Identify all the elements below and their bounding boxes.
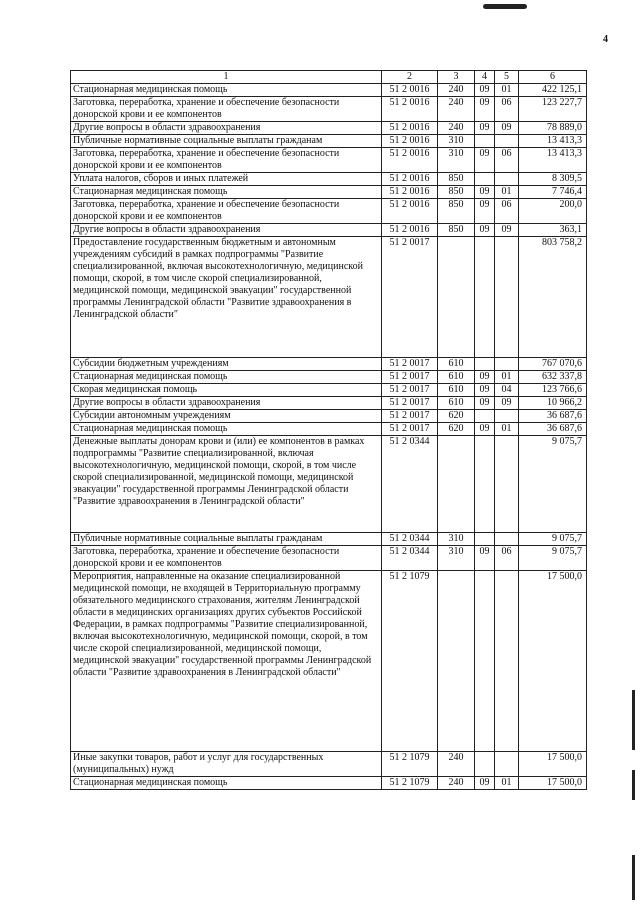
cell-sum: 422 125,1	[519, 84, 587, 97]
cell-pr	[495, 135, 519, 148]
table-row	[71, 84, 587, 97]
header-cell: 3	[438, 71, 475, 84]
cell-sum: 8 309,5	[519, 173, 587, 186]
cell-code: 51 2 0344	[382, 436, 438, 533]
cell-vr: 310	[438, 546, 475, 571]
cell-name: Заготовка, переработка, хранение и обеспечение безопасности донорской крови и ее компонентов	[71, 97, 382, 122]
cell-vr: 240	[438, 752, 475, 777]
cell-name: Стационарная медицинская помощь	[71, 423, 382, 436]
cell-pr: 01	[495, 84, 519, 97]
cell-vr	[438, 237, 475, 358]
cell-code: 51 2 0016	[382, 186, 438, 199]
cell-pr: 06	[495, 148, 519, 173]
cell-sum: 36 687,6	[519, 423, 587, 436]
cell-rz: 09	[475, 777, 495, 790]
cell-sum: 123 766,6	[519, 384, 587, 397]
cell-code: 51 2 0017	[382, 384, 438, 397]
table-row	[71, 546, 587, 571]
cell-vr	[438, 436, 475, 533]
cell-pr: 09	[495, 224, 519, 237]
table-row	[71, 752, 587, 777]
table-row	[71, 135, 587, 148]
cell-name: Публичные нормативные социальные выплаты гражданам	[71, 533, 382, 546]
header-cell: 6	[519, 71, 587, 84]
cell-code: 51 2 1079	[382, 752, 438, 777]
cell-code: 51 2 0017	[382, 423, 438, 436]
cell-pr: 09	[495, 122, 519, 135]
cell-vr: 610	[438, 358, 475, 371]
table-row	[71, 436, 587, 533]
header-cell: 2	[382, 71, 438, 84]
cell-name: Стационарная медицинская помощь	[71, 777, 382, 790]
cell-name: Другие вопросы в области здравоохранения	[71, 122, 382, 135]
table-row	[71, 384, 587, 397]
cell-vr: 850	[438, 224, 475, 237]
cell-pr: 06	[495, 97, 519, 122]
cell-name: Денежные выплаты донорам крови и (или) ее компонентов в рамках подпрограммы "Развитие специализированной, включая высокотехнологичную, медицинской помощи, скорой, в том числе скорой специализированной, медицинской помощи, медицинской эвакуации" государственной программы Ленинградской области "Развитие здравоохранения в Ленинградской области"	[71, 436, 382, 533]
table-row	[71, 533, 587, 546]
cell-pr: 01	[495, 186, 519, 199]
cell-rz	[475, 436, 495, 533]
cell-sum: 17 500,0	[519, 777, 587, 790]
cell-sum: 17 500,0	[519, 752, 587, 777]
cell-vr: 610	[438, 397, 475, 410]
cell-vr: 620	[438, 410, 475, 423]
cell-rz: 09	[475, 397, 495, 410]
cell-name: Стационарная медицинская помощь	[71, 84, 382, 97]
cell-vr: 850	[438, 199, 475, 224]
cell-pr	[495, 237, 519, 358]
page-number: 4	[603, 34, 608, 45]
table-row	[71, 97, 587, 122]
cell-sum: 123 227,7	[519, 97, 587, 122]
table-row	[71, 358, 587, 371]
cell-vr: 310	[438, 148, 475, 173]
table-row	[71, 186, 587, 199]
header-cell: 4	[475, 71, 495, 84]
table-row	[71, 122, 587, 135]
cell-rz	[475, 533, 495, 546]
cell-name: Стационарная медицинская помощь	[71, 371, 382, 384]
table-row	[71, 410, 587, 423]
table-row	[71, 237, 587, 358]
cell-sum: 78 889,0	[519, 122, 587, 135]
cell-vr: 850	[438, 173, 475, 186]
cell-code: 51 2 0017	[382, 410, 438, 423]
cell-rz: 09	[475, 186, 495, 199]
cell-sum: 363,1	[519, 224, 587, 237]
cell-rz	[475, 410, 495, 423]
cell-pr: 04	[495, 384, 519, 397]
cell-sum: 9 075,7	[519, 533, 587, 546]
cell-rz: 09	[475, 371, 495, 384]
cell-sum: 13 413,3	[519, 148, 587, 173]
cell-name: Субсидии бюджетным учреждениям	[71, 358, 382, 371]
cell-pr: 06	[495, 546, 519, 571]
cell-vr: 240	[438, 84, 475, 97]
cell-vr: 240	[438, 122, 475, 135]
cell-rz: 09	[475, 148, 495, 173]
table-header-row	[71, 71, 587, 84]
cell-vr: 610	[438, 371, 475, 384]
cell-rz: 09	[475, 224, 495, 237]
table-row	[71, 173, 587, 186]
margin-rule	[632, 690, 635, 750]
table-row	[71, 423, 587, 436]
cell-sum: 632 337,8	[519, 371, 587, 384]
cell-sum: 36 687,6	[519, 410, 587, 423]
cell-code: 51 2 0017	[382, 237, 438, 358]
cell-name: Субсидии автономным учреждениям	[71, 410, 382, 423]
cell-name: Публичные нормативные социальные выплаты гражданам	[71, 135, 382, 148]
cell-vr: 240	[438, 777, 475, 790]
cell-name: Мероприятия, направленные на оказание специализированной медицинской помощи, не входящей в Территориальную программу обязательного медицинского страхования, жителям Ленинградской области в медицинских организациях других субъектов Российской Федерации, в рамках подпрограммы "Развитие специализированной, включая высокотехнологичную, медицинской помощи, скорой, в том числе скорой специализированной, медицинской помощи, медицинской эвакуации" государственной программы Ленинградской области "Развитие здравоохранения в Ленинградской области"	[71, 571, 382, 752]
cell-code: 51 2 0344	[382, 533, 438, 546]
budget-table	[70, 70, 587, 790]
cell-vr: 620	[438, 423, 475, 436]
cell-sum: 9 075,7	[519, 546, 587, 571]
cell-rz	[475, 237, 495, 358]
cell-rz: 09	[475, 384, 495, 397]
cell-pr: 01	[495, 371, 519, 384]
cell-name: Стационарная медицинская помощь	[71, 186, 382, 199]
cell-name: Скорая медицинская помощь	[71, 384, 382, 397]
cell-sum: 13 413,3	[519, 135, 587, 148]
cell-name: Заготовка, переработка, хранение и обеспечение безопасности донорской крови и ее компонентов	[71, 199, 382, 224]
cell-code: 51 2 0016	[382, 122, 438, 135]
cell-code: 51 2 0016	[382, 173, 438, 186]
cell-name: Заготовка, переработка, хранение и обеспечение безопасности донорской крови и ее компонентов	[71, 546, 382, 571]
cell-vr: 310	[438, 135, 475, 148]
cell-rz: 09	[475, 122, 495, 135]
table-row	[71, 397, 587, 410]
table-row	[71, 199, 587, 224]
margin-rule	[632, 770, 635, 800]
table-body	[71, 71, 587, 790]
cell-name: Другие вопросы в области здравоохранения	[71, 397, 382, 410]
header-cell: 1	[71, 71, 382, 84]
cell-sum: 10 966,2	[519, 397, 587, 410]
cell-rz	[475, 173, 495, 186]
cell-vr: 310	[438, 533, 475, 546]
cell-pr: 01	[495, 777, 519, 790]
cell-name: Иные закупки товаров, работ и услуг для государственных (муниципальных) нужд	[71, 752, 382, 777]
cell-sum: 17 500,0	[519, 571, 587, 752]
cell-rz	[475, 752, 495, 777]
cell-sum: 803 758,2	[519, 237, 587, 358]
cell-rz: 09	[475, 199, 495, 224]
cell-code: 51 2 0017	[382, 397, 438, 410]
cell-code: 51 2 0017	[382, 371, 438, 384]
cell-code: 51 2 0016	[382, 97, 438, 122]
margin-rule	[632, 855, 635, 900]
header-cell: 5	[495, 71, 519, 84]
cell-pr	[495, 571, 519, 752]
cell-vr	[438, 571, 475, 752]
cell-pr: 09	[495, 397, 519, 410]
cell-code: 51 2 0017	[382, 358, 438, 371]
cell-sum: 9 075,7	[519, 436, 587, 533]
cell-name: Предоставление государственным бюджетным и автономным учреждениям субсидий в рамках подпрограммы "Развитие специализированной, включая высокотехнологичную, медицинской помощи, скорой, в том числе скорой специализированной, медицинской помощи, медицинской эвакуации" государственной программы Ленинградской области "Развитие здравоохранения в Ленинградской области"	[71, 237, 382, 358]
cell-code: 51 2 1079	[382, 777, 438, 790]
cell-pr: 06	[495, 199, 519, 224]
cell-rz: 09	[475, 546, 495, 571]
table-row	[71, 224, 587, 237]
cell-rz	[475, 135, 495, 148]
scan-mark	[483, 4, 527, 9]
table-row	[71, 371, 587, 384]
cell-code: 51 2 0016	[382, 84, 438, 97]
cell-sum: 7 746,4	[519, 186, 587, 199]
cell-code: 51 2 0016	[382, 224, 438, 237]
cell-rz	[475, 571, 495, 752]
cell-rz: 09	[475, 84, 495, 97]
cell-pr: 01	[495, 423, 519, 436]
table-row	[71, 148, 587, 173]
cell-pr	[495, 358, 519, 371]
cell-pr	[495, 173, 519, 186]
cell-pr	[495, 436, 519, 533]
cell-rz: 09	[475, 423, 495, 436]
cell-pr	[495, 410, 519, 423]
cell-sum: 200,0	[519, 199, 587, 224]
cell-vr: 850	[438, 186, 475, 199]
table-row	[71, 777, 587, 790]
cell-pr	[495, 752, 519, 777]
cell-vr: 240	[438, 97, 475, 122]
cell-code: 51 2 0016	[382, 148, 438, 173]
cell-code: 51 2 0016	[382, 199, 438, 224]
cell-code: 51 2 1079	[382, 571, 438, 752]
cell-rz	[475, 358, 495, 371]
cell-sum: 767 070,6	[519, 358, 587, 371]
cell-name: Заготовка, переработка, хранение и обеспечение безопасности донорской крови и ее компонентов	[71, 148, 382, 173]
cell-vr: 610	[438, 384, 475, 397]
cell-code: 51 2 0344	[382, 546, 438, 571]
cell-rz: 09	[475, 97, 495, 122]
table-row	[71, 571, 587, 752]
cell-code: 51 2 0016	[382, 135, 438, 148]
cell-pr	[495, 533, 519, 546]
cell-name: Уплата налогов, сборов и иных платежей	[71, 173, 382, 186]
cell-name: Другие вопросы в области здравоохранения	[71, 224, 382, 237]
